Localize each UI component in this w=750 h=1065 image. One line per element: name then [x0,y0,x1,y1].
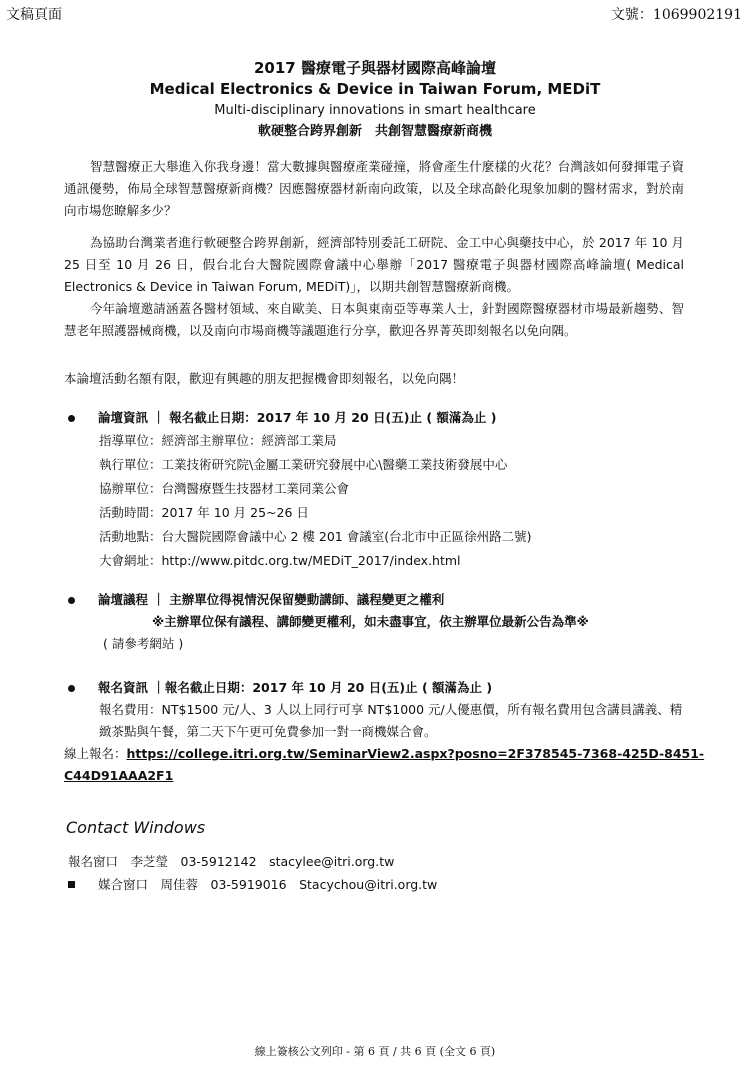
event-time: 活動時間：2017 年 10 月 25~26 日 [99,505,309,520]
registration-fee-line2: 緻茶點與午餐，第二天下午更可免費參加一對一商機媒合會。 [99,724,437,739]
co-unit: 協辦單位：台灣醫療暨生技器材工業同業公會 [99,481,350,496]
header-left: 文稿頁面 [6,7,62,23]
bullet-icon [68,415,75,422]
online-label: 線上報名： [64,746,127,761]
agenda-note: ※主辦單位保有議程、講師變更權利，如未盡事宜，依主辦單位最新公告為準※ [152,614,589,629]
forum-info-heading: 論壇資訊 ｜ 報名截止日期：2017 年 10 月 20 日(五)止 ( 額滿為止 ) [98,410,497,425]
intro-paragraph-1: 智慧醫療正大舉進入你我身邊！當大數據與醫療產業碰撞，將會產生什麼樣的火花？台灣該如何發揮電子資通訊優勢，佈局全球智慧醫療新商機？因應醫療器材新南向政策，以及全球高齡化現象加劇的醫材需求，對於南向市場您瞭解多少？ [64,159,684,218]
guide-unit: 指導單位：經濟部主辦單位：經濟部工業局 [99,433,337,448]
registration-heading: 報名資訊 ｜報名截止日期：2017 年 10 月 20 日(五)止 ( 額滿為止 ) [98,680,493,695]
bullet-icon [68,685,75,692]
bullet-icon [68,597,75,604]
agenda-ref: ( 請參考網站 ) [103,636,184,651]
title-english: Medical Electronics & Device in Taiwan Forum, MEDiT [149,80,601,98]
registration-fee-line1: 報名費用：NT$1500 元/人、3 人以上同行可享 NT$1000 元/人優惠價，所有報名費用包含講員講義、精 [99,702,683,717]
page-footer: 線上簽核公文列印 - 第 6 頁 / 共 6 頁 (全文 6 頁) [254,1045,496,1058]
exec-unit: 執行單位：工業技術研究院\金屬工業研究發展中心\醫藥工業技術發展中心 [99,457,508,472]
title-chinese: 2017 醫療電子與器材國際高峰論壇 [254,59,496,77]
agenda-heading: 論壇議程 ｜ 主辦單位得視情況保留變動講師、議程變更之權利 [98,592,445,607]
registration-link[interactable]: https://college.itri.org.tw/SeminarView2.aspx?posno=2F378545-7368-425D-8451- [126,746,705,761]
contact-title: Contact Windows [66,818,206,837]
contact-row-matching [68,875,437,895]
event-venue: 活動地點：台大醫院國際會議中心 2 樓 201 會議室(台北市中正區徐州路二號) [99,529,532,544]
contact-row-registration: 報名窗口 李芝瑩 03-5912142 stacylee@itri.org.tw [68,854,395,869]
intro-paragraph-3: 今年論壇邀請涵蓋各醫材領域、來自歐美、日本與東南亞等專業人士，針對國際醫療器材市場最新趨勢、智慧老年照護器械商機，以及南向市場商機等議題進行分享，歡迎各界菁英即刻報名以免向隅。 [64,301,684,338]
online-registration [64,744,704,764]
title-block [0,58,750,142]
intro-paragraph-4: 本論壇活動名額有限，歡迎有興趣的朋友把握機會即刻報名，以免向隅！ [64,371,465,386]
registration-link-continued[interactable]: C44D91AAA2F1 [64,768,174,783]
intro-paragraph-2: 為協助台灣業者進行軟硬整合跨界創新，經濟部特別委託工研院、金工中心與藥技中心，於 2017 年 10 月 25 日至 10 月 26 日，假台北台大醫院國際會議中心舉辦「2017 醫療電子與器材國際高峰論壇( Medical Electronics & Device in Taiwan Forum, MEDiT)」，以期共創智慧醫療新商機。 [64,235,684,294]
subtitle-chinese: 軟硬整合跨界創新 共創智慧醫療新商機 [257,124,492,139]
contact-matching-text: 媒合窗口 周佳蓉 03-5919016 Stacychou@itri.org.tw [98,877,438,892]
subtitle-english: Multi-disciplinary innovations in smart healthcare [214,103,536,118]
page-header [0,4,750,24]
document-number: 文號：1069902191 [610,7,742,23]
event-site: 大會網址：http://www.pitdc.org.tw/MEDiT_2017/index.html [99,553,461,568]
square-bullet-icon [68,881,75,888]
